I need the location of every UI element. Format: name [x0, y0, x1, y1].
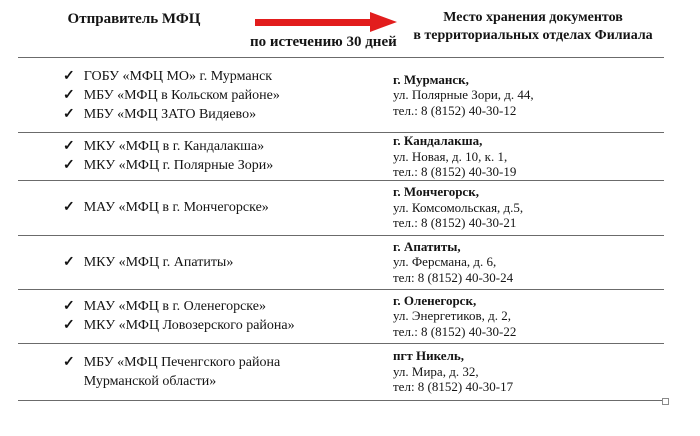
street-address: ул. Комсомольская, д.5,: [393, 199, 524, 215]
checkmark-icon: ✓: [63, 299, 75, 314]
storage-location: [393, 348, 664, 395]
city-name: г. Оленегорск,: [393, 292, 477, 308]
street-address: ул. Полярные Зори, д. 44,: [393, 87, 534, 103]
phone-number: тел.: 8 (8152) 40-30-21: [393, 215, 517, 231]
sender-item: [63, 137, 393, 156]
destination-title-line1: Место хранения документов: [443, 10, 623, 25]
street-address: ул. Новая, д. 10, к. 1,: [393, 148, 508, 164]
sender-name: МАУ «МФЦ в г. Оленегорске»: [83, 299, 266, 314]
sender-name: МАУ «МФЦ в г. Мончегорске»: [83, 200, 269, 215]
sender-list: [18, 297, 393, 335]
city-name: г. Апатиты,: [393, 238, 461, 254]
checkmark-icon: ✓: [63, 318, 75, 333]
sender-item: [63, 105, 393, 124]
storage-location: [393, 184, 664, 231]
table-body: [18, 57, 664, 401]
sender-list: [18, 137, 393, 175]
city-name: пгт Никель,: [393, 348, 464, 364]
checkmark-icon: ✓: [63, 354, 75, 370]
city-name: г. Мончегорск,: [393, 184, 479, 200]
checkmark-icon: ✓: [63, 254, 75, 270]
checkmark-icon: ✓: [63, 139, 75, 155]
storage-location: [393, 133, 664, 180]
sender-item: [63, 67, 393, 86]
sender-item: [63, 156, 393, 175]
phone-number: тел.: 8 (8152) 40-30-19: [393, 164, 517, 179]
phone-number: тел: 8 (8152) 40-30-17: [393, 379, 514, 395]
destination-title-line2: в территориальных отделах Филиала: [413, 28, 653, 43]
sender-item: [63, 198, 393, 217]
sender-name: МКУ «МФЦ Ловозерского района»: [83, 318, 295, 333]
table-resize-handle[interactable]: [662, 398, 669, 405]
sender-column-title: Отправитель МФЦ: [67, 11, 201, 27]
arrow-head: [370, 12, 397, 32]
arrow-right-icon: [255, 12, 397, 32]
street-address: ул. Ферсмана, д. 6,: [393, 254, 497, 270]
phone-number: тел.: 8 (8152) 40-30-22: [393, 323, 517, 339]
arrow-shaft: [255, 19, 370, 26]
sender-name: МБУ «МФЦ ЗАТО Видяево»: [83, 106, 257, 122]
checkmark-icon: ✓: [63, 68, 75, 84]
mfc-storage-table: [18, 0, 664, 401]
sender-list: [18, 253, 393, 272]
street-address: ул. Мира, д. 32,: [393, 363, 479, 379]
sender-name: ГОБУ «МФЦ МО» г. Мурманск: [83, 68, 273, 84]
sender-item: [63, 86, 393, 105]
storage-location: [393, 293, 664, 340]
street-address: ул. Энергетиков, д. 2,: [393, 308, 511, 324]
sender-list: [18, 353, 393, 391]
table-row-monchegorsk: [18, 180, 664, 235]
checkmark-icon: ✓: [63, 200, 75, 215]
storage-location: [393, 239, 664, 286]
table-row-murmansk: [18, 57, 664, 132]
sender-item: [63, 316, 393, 335]
table-row-kandalaksha: [18, 132, 664, 180]
checkmark-icon: ✓: [63, 87, 75, 103]
sender-item: [63, 353, 393, 391]
sender-name: МКУ «МФЦ г. Полярные Зори»: [83, 158, 274, 174]
sender-item: [63, 297, 393, 316]
sender-item: [63, 253, 393, 272]
sender-list: [18, 67, 393, 124]
transfer-indicator: [250, 0, 402, 57]
sender-name: МБУ «МФЦ в Кольском районе»: [83, 87, 280, 103]
arrow-caption: по истечению 30 дней: [250, 34, 397, 50]
sender-list: [18, 198, 393, 217]
checkmark-icon: ✓: [63, 158, 75, 174]
checkmark-icon: ✓: [63, 106, 75, 122]
sender-name: МКУ «МФЦ г. Апатиты»: [83, 254, 234, 270]
phone-number: тел.: 8 (8152) 40-30-12: [393, 102, 517, 118]
table-row-apatity: [18, 235, 664, 289]
destination-column-title: [402, 0, 664, 57]
city-name: г. Кандалакша,: [393, 133, 483, 148]
storage-location: [393, 72, 664, 119]
table-header: [18, 0, 664, 57]
phone-number: тел: 8 (8152) 40-30-24: [393, 269, 514, 285]
sender-name: МКУ «МФЦ в г. Кандалакша»: [83, 139, 265, 155]
city-name: г. Мурманск,: [393, 71, 469, 87]
sender-name: МБУ «МФЦ Печенгского района Мурманской области»: [83, 354, 281, 389]
table-row-nikel: [18, 343, 664, 400]
table-row-olenegorsk: [18, 289, 664, 343]
